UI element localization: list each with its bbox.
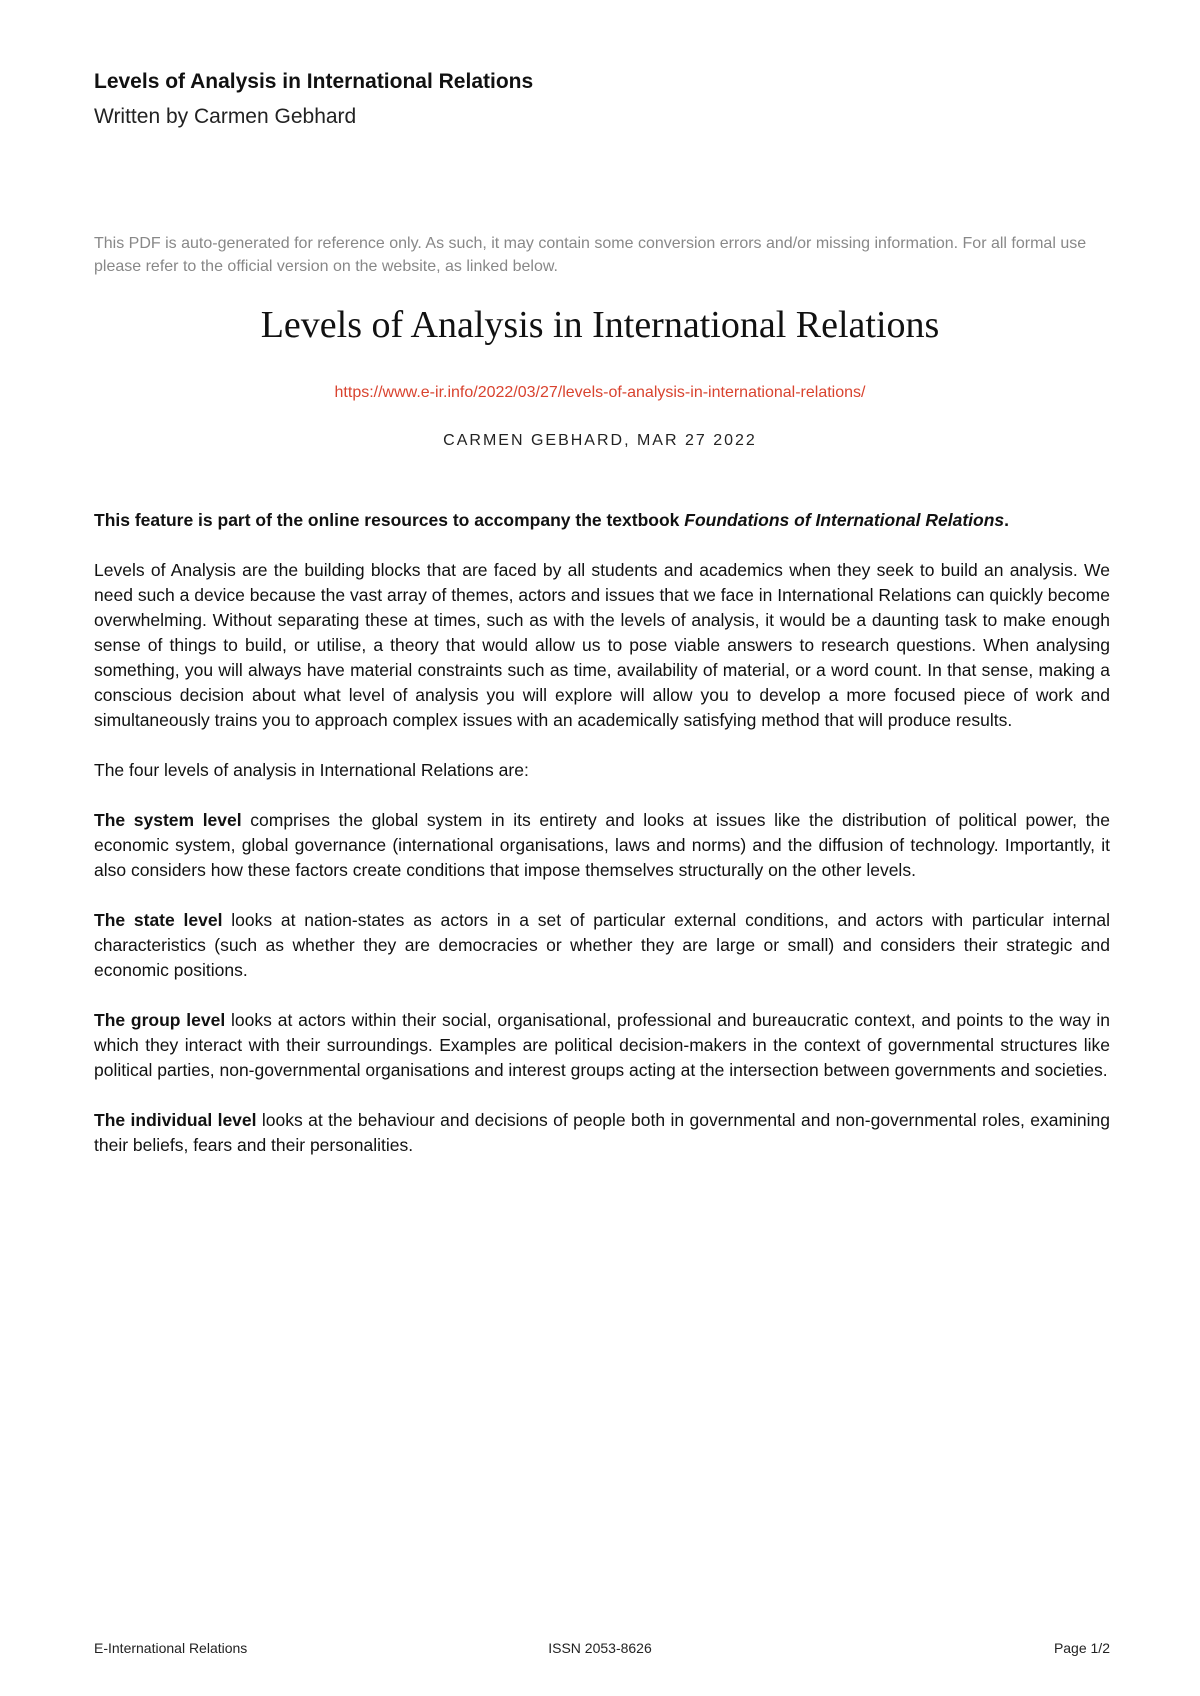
level-paragraph-system — [94, 808, 1110, 883]
level-paragraph-group — [94, 1008, 1110, 1083]
level-term: The group level — [94, 1010, 226, 1030]
level-description: looks at nation-states as actors in a set of particular external conditions, and actors with particular internal characteristics (such as whether they are democracies or whether they are large or small) and considers their strategic and economic positions. — [94, 910, 1110, 980]
intro-period: . — [1004, 510, 1010, 530]
textbook-title: Foundations of International Relations — [684, 510, 1005, 530]
level-paragraph-individual — [94, 1108, 1110, 1158]
body-paragraph-1: Levels of Analysis are the building blocks that are faced by all students and academics when they seek to build an analysis. We need such a device because the vast array of themes, actors and issues that we face in International Relations can quickly become overwhelming. Without separating these at times, such as with the levels of analysis, it would be a daunting task to make enough sense of things to build, or utilise, a theory that would allow us to pose viable answers to research questions. When analysing something, you will always have material constraints such as time, availability of material, or a word count. In that sense, making a conscious decision about what level of analysis you will explore will allow you to develop a more focused piece of work and simultaneously trains you to approach complex issues with an academically satisfying method that will produce results. — [94, 560, 1110, 730]
level-description: looks at the behaviour and decisions of people both in governmental and non-governmental roles, examining their beliefs, fears and their personalities. — [94, 1110, 1110, 1155]
intro-paragraph — [94, 508, 1110, 533]
header-title: Levels of Analysis in International Relations — [94, 70, 534, 93]
article-url-link[interactable]: https://www.e-ir.info/2022/03/27/levels-of-analysis-in-international-relations/ — [334, 384, 866, 401]
level-description: looks at actors within their social, organisational, professional and bureaucratic context, and points to the way in which they interact with their surroundings. Examples are political decision-makers in the context of governmental structures like political parties, non-governmental organisations and interest groups acting at the intersection between governments and societies. — [94, 1010, 1111, 1080]
article-title: Levels of Analysis in International Relations — [260, 304, 940, 346]
level-paragraph-state — [94, 908, 1110, 983]
level-term: The individual level — [94, 1110, 257, 1130]
footer-page-number: Page 1/2 — [1053, 1640, 1110, 1656]
disclaimer-text: This PDF is auto-generated for reference only. As such, it may contain some conversion errors and/or missing information. For all formal use please refer to the official version on the website, as linked below. — [94, 235, 1087, 275]
footer-publisher: E-International Relations — [94, 1640, 248, 1656]
article-body — [94, 508, 1110, 1183]
level-description: comprises the global system in its entirety and looks at issues like the distribution of political power, the economic system, global governance (international organisations, laws and norms) and the diffusion of technology. Importantly, it also considers how these factors create conditions that impose themselves structurally on the other levels. — [94, 810, 1111, 880]
level-term: The state level — [94, 910, 223, 930]
article-byline: CARMEN GEBHARD, MAR 27 2022 — [443, 432, 757, 449]
body-paragraph-2: The four levels of analysis in International Relations are: — [94, 760, 529, 780]
intro-bold-text: This feature is part of the online resources to accompany the textbook — [94, 510, 685, 530]
level-term: The system level — [94, 810, 242, 830]
header-author: Written by Carmen Gebhard — [94, 105, 357, 128]
footer-issn: ISSN 2053-8626 — [548, 1640, 652, 1656]
